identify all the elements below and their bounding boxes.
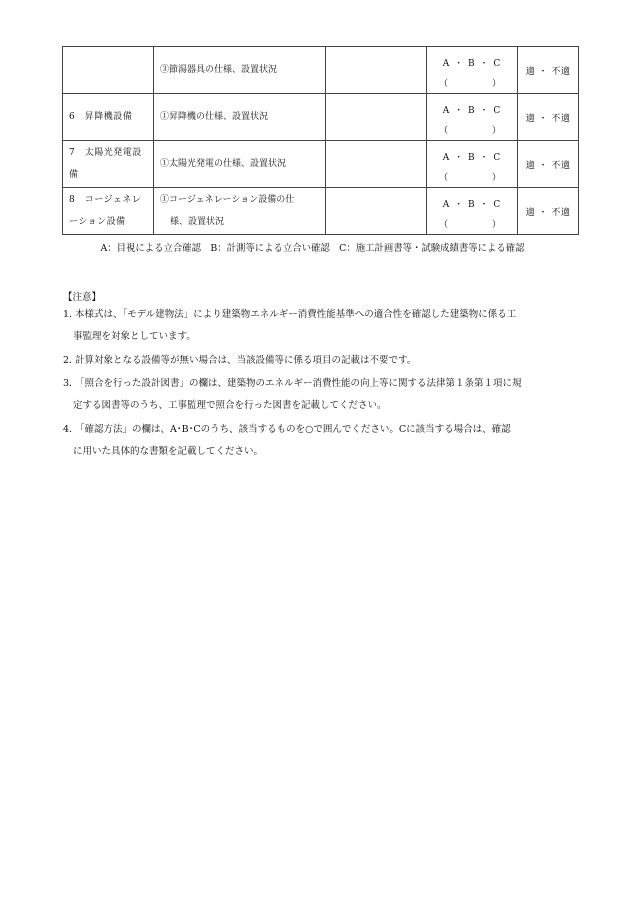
check-item-text: ③節湯器具の仕様、設置状況 [160, 65, 278, 75]
equipment-name: 7 太陽光発電設 [69, 148, 142, 158]
design-document-cell [326, 47, 427, 94]
note-number: 4． [63, 424, 79, 435]
check-item-text: ①太陽光発電の仕様、設置状況 [160, 159, 287, 169]
check-item-cell [154, 188, 326, 235]
equipment-name: 8 コージェネレ [69, 195, 142, 205]
method-options: A ・ B ・ C [442, 200, 502, 210]
equipment-cell [63, 47, 154, 94]
method-note-close: ） [491, 126, 501, 136]
check-item-text: ①コージェネレーション設備の仕 [160, 195, 295, 205]
note-text-cont: に用いた具体的な書類を記載してください。 [73, 446, 264, 457]
check-item-cell [154, 47, 326, 94]
method-note-open: （ [439, 126, 449, 136]
method-note-close: ） [491, 220, 501, 230]
note-text: 本様式は、「モデル建物法」により建築物エネルギー消費性能基準への適合性を確認した建築物に係る工 [75, 309, 517, 320]
check-item-text: ①昇降機の仕様、設置状況 [160, 112, 269, 122]
method-note-open: （ [439, 173, 449, 183]
notes-title: 【注意】 [63, 292, 102, 303]
note-item [63, 304, 573, 348]
note-text: 計算対象となる設備等が無い場合は、当該設備等に係る項目の記載は不要です。 [75, 355, 417, 366]
confirmation-method-cell [427, 188, 518, 235]
table-row [63, 94, 579, 141]
design-document-cell [326, 141, 427, 188]
note-text-cont: 定する図書等のうち、工事監理で照合を行った図書を記載してください。 [73, 400, 387, 411]
confirmation-method-cell [427, 94, 518, 141]
design-document-cell [326, 188, 427, 235]
note-number: 3． [63, 378, 79, 389]
result-cell [518, 188, 579, 235]
method-options: A ・ B ・ C [442, 106, 502, 116]
note-number: 1． [63, 309, 79, 320]
equipment-cell [63, 188, 154, 235]
check-item-cell [154, 94, 326, 141]
result-options: 適 ・ 不適 [525, 160, 571, 171]
confirmation-method-cell [427, 141, 518, 188]
design-document-cell [326, 94, 427, 141]
table-row [63, 47, 579, 94]
note-number: 2． [63, 355, 79, 366]
method-note-open: （ [439, 79, 449, 89]
method-options: A ・ B ・ C [442, 59, 502, 69]
equipment-cell [63, 94, 154, 141]
equipment-cell [63, 141, 154, 188]
equipment-name: 6 昇降機設備 [69, 112, 133, 122]
result-cell [518, 141, 579, 188]
note-text: 「照合を行った設計図書」の欄は、建築物のエネルギー消費性能の向上等に関する法律第１条第１項に規 [75, 378, 522, 389]
note-item [63, 419, 573, 463]
method-note-close: ） [491, 173, 501, 183]
table-row [63, 141, 579, 188]
result-options: 適 ・ 不適 [525, 66, 571, 77]
note-text-cont: 事監理を対象としています。 [73, 331, 196, 342]
method-options: A ・ B ・ C [442, 153, 502, 163]
result-options: 適 ・ 不適 [525, 207, 571, 218]
note-item [63, 350, 573, 372]
equipment-name-cont: 備 [69, 170, 79, 180]
equipment-name-cont: ーション設備 [69, 217, 126, 227]
construction-supervision-check-table [62, 46, 579, 235]
check-item-text-cont: 様、設置状況 [170, 217, 225, 227]
result-cell [518, 47, 579, 94]
check-item-cell [154, 141, 326, 188]
note-item [63, 373, 573, 417]
result-options: 適 ・ 不適 [525, 113, 571, 124]
table-row [63, 188, 579, 235]
confirmation-method-cell [427, 47, 518, 94]
method-legend: A：目視による立合確認 B：計測等による立合い確認 C：施工計画書等・試験成績書等による確認 [100, 243, 525, 254]
method-note-close: ） [491, 79, 501, 89]
note-text: 「確認方法」の欄は、A･B･Cのうち、該当するものを○で囲んでください。Cに該当する場合は、確認 [75, 424, 511, 435]
result-cell [518, 94, 579, 141]
method-note-open: （ [439, 220, 449, 230]
